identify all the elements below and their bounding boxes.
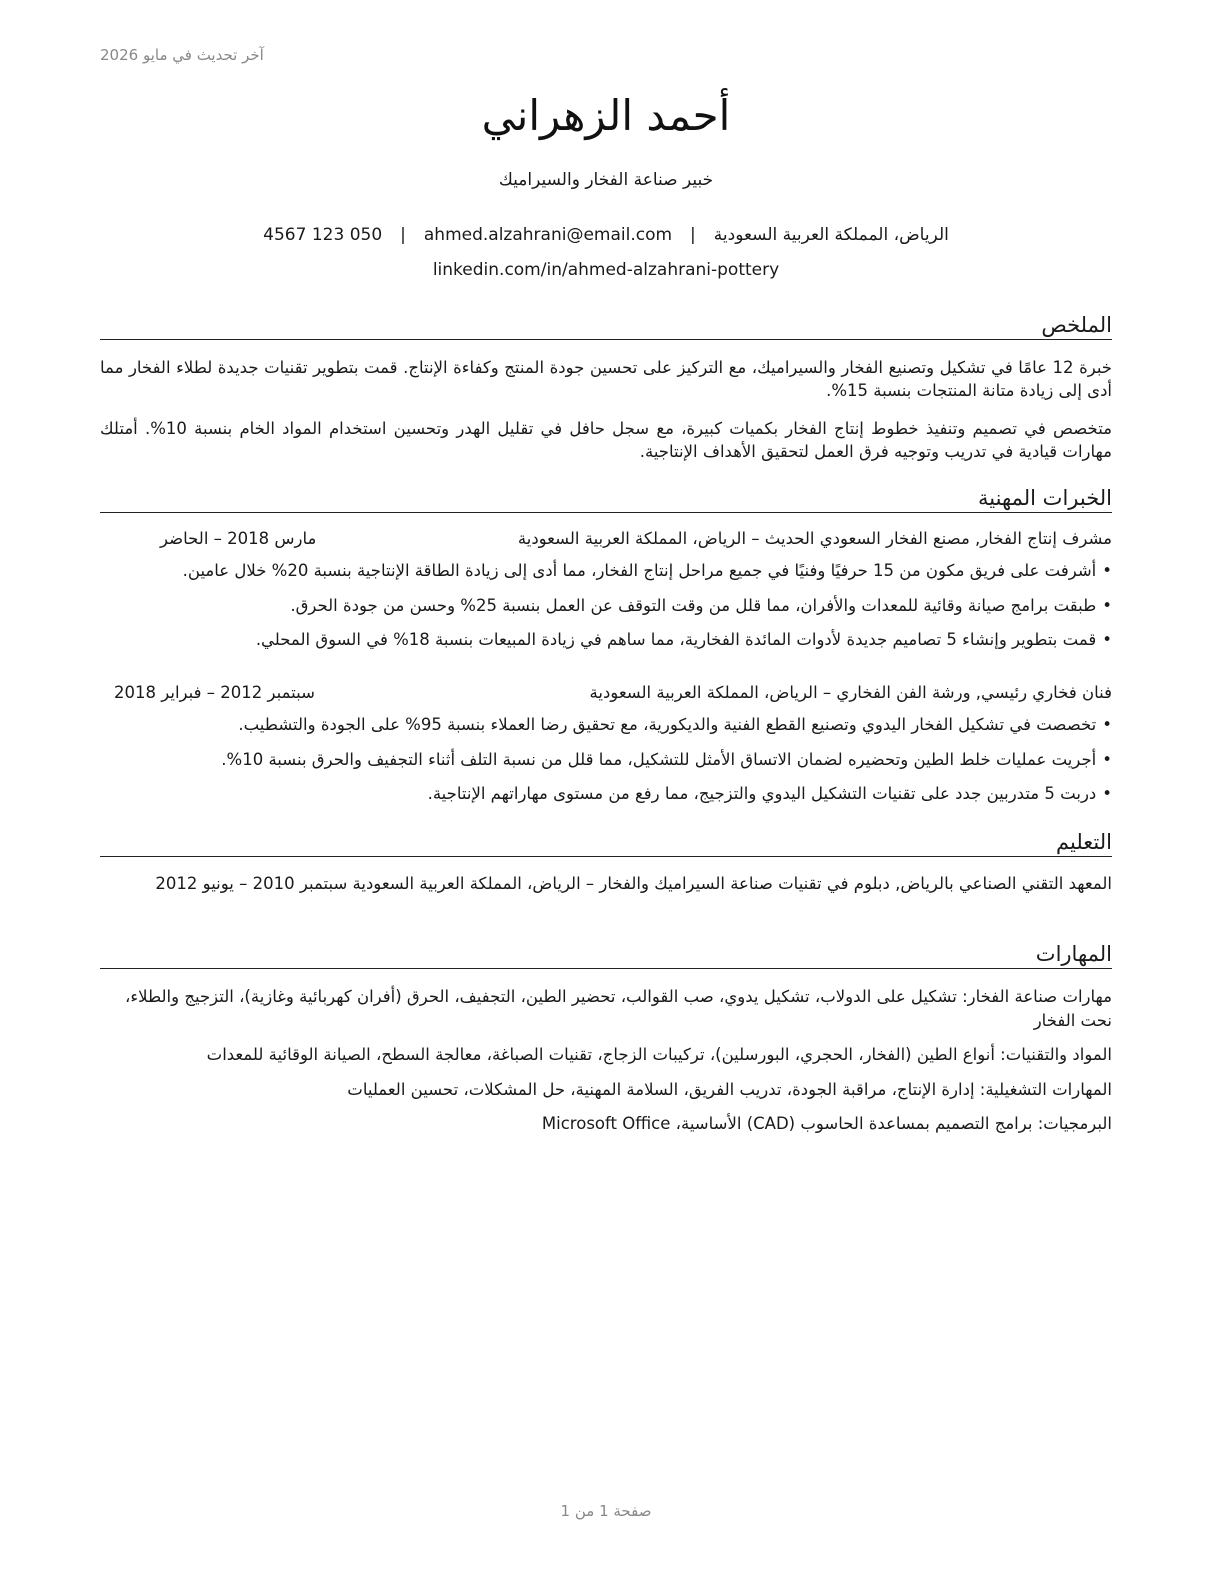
last-updated: آخر تحديث في مايو 2026 xyxy=(100,46,264,64)
job-bullet: •تخصصت في تشكيل الفخار اليدوي وتصنيع القطع الفنية والديكورية، مع تحقيق رضا العملاء بنسبة 95% على الجودة والتشطيب. xyxy=(238,715,1112,734)
job-role-org: مشرف إنتاج الفخار, مصنع الفخار السعودي الحديث – الرياض، المملكة العربية السعودية xyxy=(517,529,1112,548)
bullet-glyph: • xyxy=(1102,784,1112,803)
bullet-glyph: • xyxy=(1102,596,1112,615)
job-bullet: •دربت 5 متدربين جدد على تقنيات التشكيل اليدوي والتزجيج، مما رفع من مستوى مهاراتهم الإنتاجية. xyxy=(427,784,1112,803)
candidate-title: خبير صناعة الفخار والسيراميك xyxy=(498,170,714,190)
section-heading-education: التعليم xyxy=(100,828,1112,857)
summary-paragraph: متخصص في تصميم وتنفيذ خطوط إنتاج الفخار بكميات كبيرة، مع سجل حافل في تقليل الهدر وتحسين استخدام المواد الخام بنسبة 10%. أمتلك مهارات قيادية في تدريب وتوجيه فرق العمل لتحقيق الأهداف الإنتاجية. xyxy=(100,419,1113,461)
skill-line: المواد والتقنيات: أنواع الطين (الفخار، الحجري، البورسلين)، تركيبات الزجاج، تقنيات الصباغة، معالجة السطح، الصيانة الوقائية للمعدات xyxy=(206,1045,1112,1064)
job-bullet: •قمت بتطوير وإنشاء 5 تصاميم جديدة لأدوات المائدة الفخارية، مما ساهم في زيادة المبيعات بنسبة 18% في السوق المحلي. xyxy=(255,630,1112,649)
bullet-glyph: • xyxy=(1102,630,1112,649)
section-heading-summary: الملخص xyxy=(100,311,1112,340)
education-entry: المعهد التقني الصناعي بالرياض, دبلوم في تقنيات صناعة السيراميك والفخار – الرياض، المملكة العربية السعودية سبتمبر 2010 – يونيو 2012 xyxy=(155,874,1112,893)
contact-linkedin[interactable]: linkedin.com/in/ahmed-alzahrani-pottery xyxy=(432,260,780,280)
candidate-name: أحمد الزهراني xyxy=(481,91,731,140)
page-number: صفحة 1 من 1 xyxy=(560,1502,652,1520)
job-role-org: فنان فخاري رئيسي, ورشة الفن الفخاري – الرياض، المملكة العربية السعودية xyxy=(589,683,1112,702)
job-dates: مارس 2018 – الحاضر xyxy=(160,529,317,548)
summary-paragraph: خبرة 12 عامًا في تشكيل وتصنيع الفخار والسيراميك، مع التركيز على تحسين جودة المنتج وكفاءة الإنتاج. قمت بتطوير تقنيات جديدة لطلاء الفخار مما أدى إلى زيادة متانة المنتجات بنسبة 15%. xyxy=(100,358,1112,400)
skill-line: البرمجيات: برامج التصميم بمساعدة الحاسوب (CAD) الأساسية، Microsoft Office xyxy=(541,1114,1112,1133)
job-bullet: •أجريت عمليات خلط الطين وتحضيره لضمان الاتساق الأمثل للتشكيل، مما قلل من نسبة التلف أثناء التجفيف والحرق بنسبة 10%. xyxy=(221,750,1112,769)
job-dates: سبتمبر 2012 – فبراير 2018 xyxy=(114,683,315,702)
contact-email[interactable]: ahmed.alzahrani@email.com xyxy=(423,225,673,245)
skill-line: مهارات صناعة الفخار: تشكيل على الدولاب، تشكيل يدوي، صب القوالب، تحضير الطين، التجفيف، الحرق (أفران كهربائية وغازية)، التزجيج والطلاء، نحت الفخار xyxy=(125,987,1112,1030)
resume-page xyxy=(100,0,1112,1584)
bullet-glyph: • xyxy=(1102,750,1112,769)
section-heading-experience: الخبرات المهنية xyxy=(100,484,1112,513)
job-location: الرياض، المملكة العربية السعودية xyxy=(517,529,747,548)
contact-separator: | xyxy=(690,225,696,245)
bullet-glyph: • xyxy=(1102,561,1112,580)
contact-line xyxy=(100,222,1112,248)
bullet-glyph: • xyxy=(1102,715,1112,734)
skill-line: المهارات التشغيلية: إدارة الإنتاج، مراقبة الجودة، تدريب الفريق، السلامة المهنية، حل المشكلات، تحسين العمليات xyxy=(347,1080,1112,1099)
job-bullet: •طبقت برامج صيانة وقائية للمعدات والأفران، مما قلل من وقت التوقف عن العمل بنسبة 25% وحسن من جودة الحرق. xyxy=(290,596,1112,615)
contact-separator: | xyxy=(400,225,406,245)
job-bullet: •أشرفت على فريق مكون من 15 حرفيًا وفنيًا في جميع مراحل إنتاج الفخار، مما أدى إلى زيادة الطاقة الإنتاجية بنسبة 20% خلال عامين. xyxy=(182,561,1112,580)
contact-phone: 050 123 4567 xyxy=(263,225,383,245)
job-location: الرياض، المملكة العربية السعودية xyxy=(589,683,818,702)
section-heading-skills: المهارات xyxy=(100,940,1112,969)
contact-location: الرياض، المملكة العربية السعودية xyxy=(713,225,949,245)
